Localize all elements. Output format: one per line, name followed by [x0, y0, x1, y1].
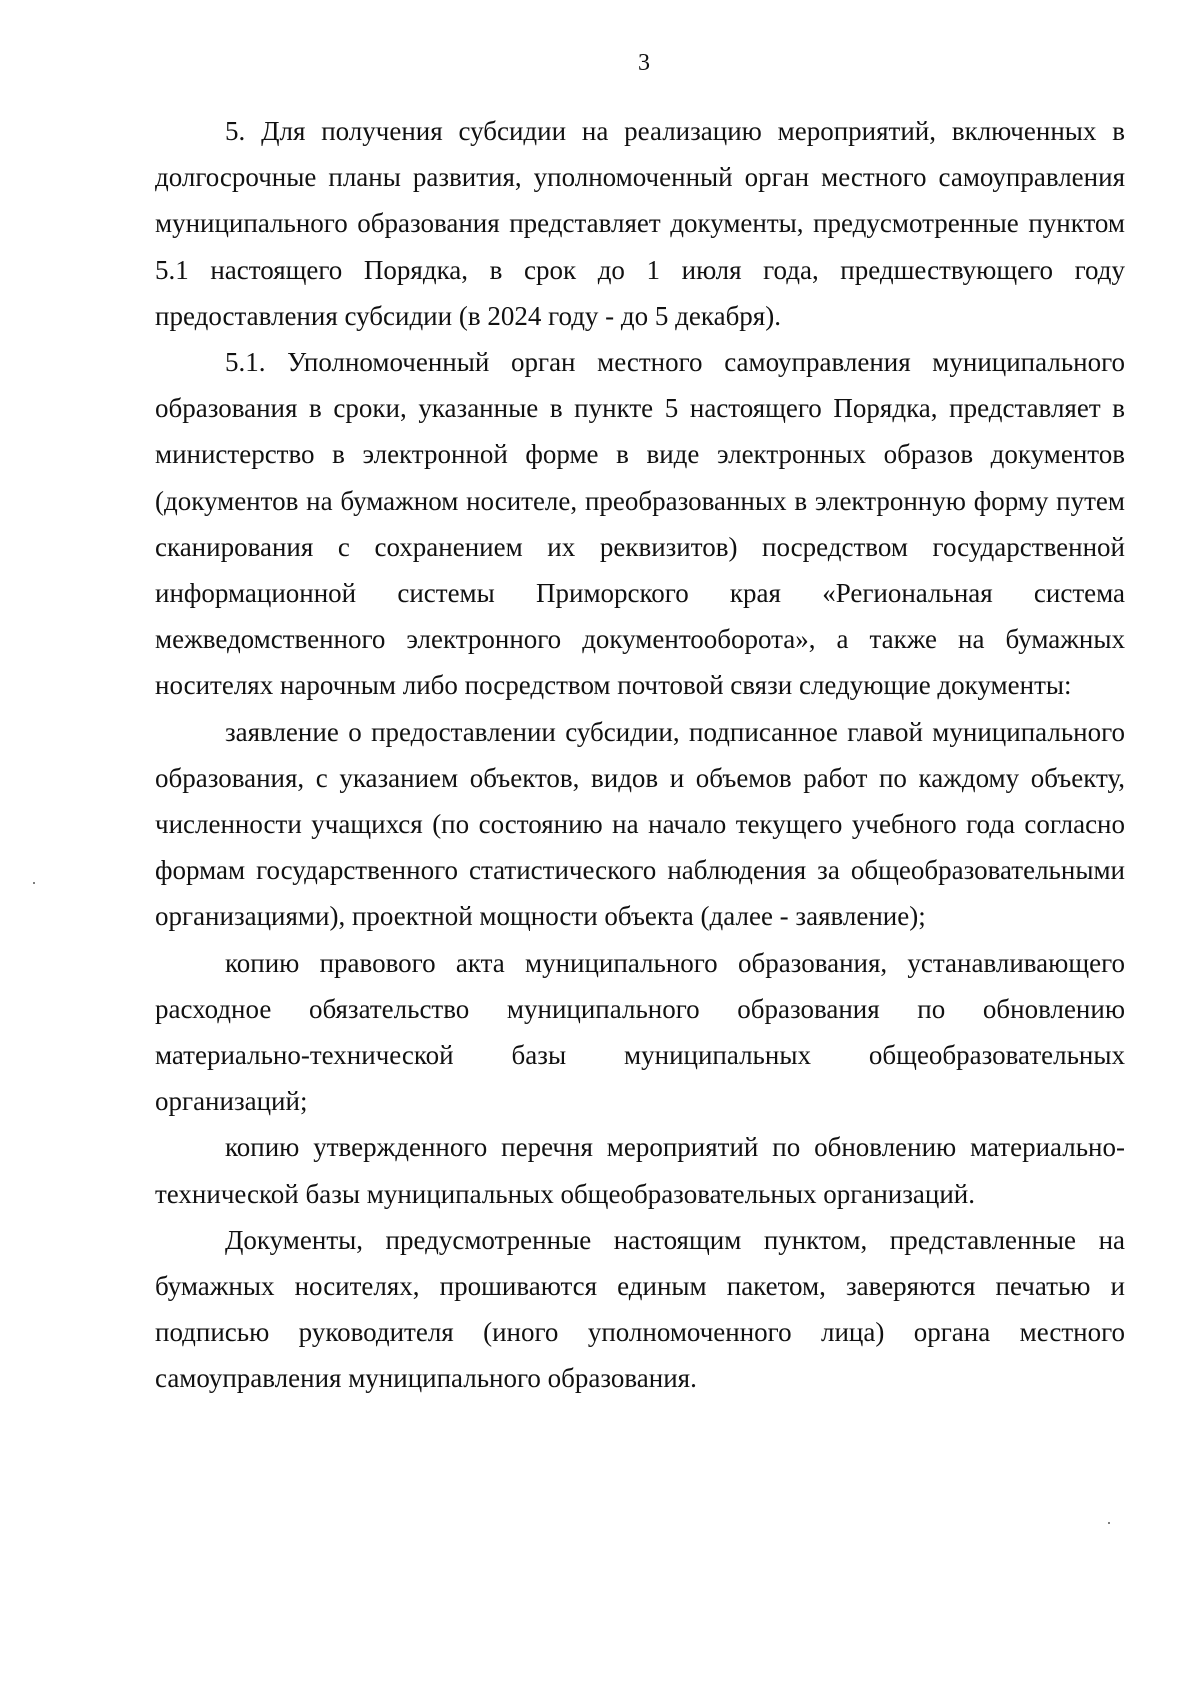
paragraph-5: 5. Для получения субсидии на реализацию мероприятий, включенных в долгосрочные планы развития, уполномоченный орган местного самоуправления муниципального образования представляет документы, предусмотренные пунктом 5.1 настоящего Порядка, в срок до 1 июля года, предшествующего году предоставления субсидии (в 2024 году - до 5 декабря).: [155, 116, 1125, 331]
scan-speck: [33, 882, 35, 884]
paragraph-5-1: 5.1. Уполномоченный орган местного самоуправления муниципального образования в сроки, указанные в пункте 5 настоящего Порядка, представляет в министерство в электронной форме в виде электронных образов документов (документов на бумажном носителе, преобразованных в электронную форму путем сканирования с сохранением их реквизитов) посредством государственной информационной системы Приморского края «Региональная система межведомственного электронного документооборота», а также на бумажных носителях нарочным либо посредством почтовой связи следующие документы:: [155, 347, 1125, 701]
scan-speck: [1108, 1522, 1110, 1524]
list-item-application: заявление о предоставлении субсидии, подписанное главой муниципального образования, с указанием объектов, видов и объемов работ по каждому объекту, численности учащихся (по состоянию на начало текущего учебного года согласно формам государственного статистического наблюдения за общеобразовательными организациями), проектной мощности объекта (далее - заявление);: [155, 716, 1125, 932]
document-body: [155, 108, 1125, 1402]
list-item-measures-list-copy: копию утвержденного перечня мероприятий по обновлению материально-технической базы муниципальных общеобразовательных организаций.: [155, 1132, 1125, 1209]
paragraph-documents-binding: Документы, предусмотренные настоящим пунктом, представленные на бумажных носителях, прошиваются единым пакетом, заверяются печатью и подписью руководителя (иного уполномоченного лица) органа местного самоуправления муниципального образования.: [155, 1224, 1125, 1394]
list-item-legal-act-copy: копию правового акта муниципального образования, устанавливающего расходное обязательство муниципального образования по обновлению материально-технической базы муниципальных общеобразовательных организаций;: [155, 947, 1125, 1117]
page-number: 3: [638, 50, 650, 76]
